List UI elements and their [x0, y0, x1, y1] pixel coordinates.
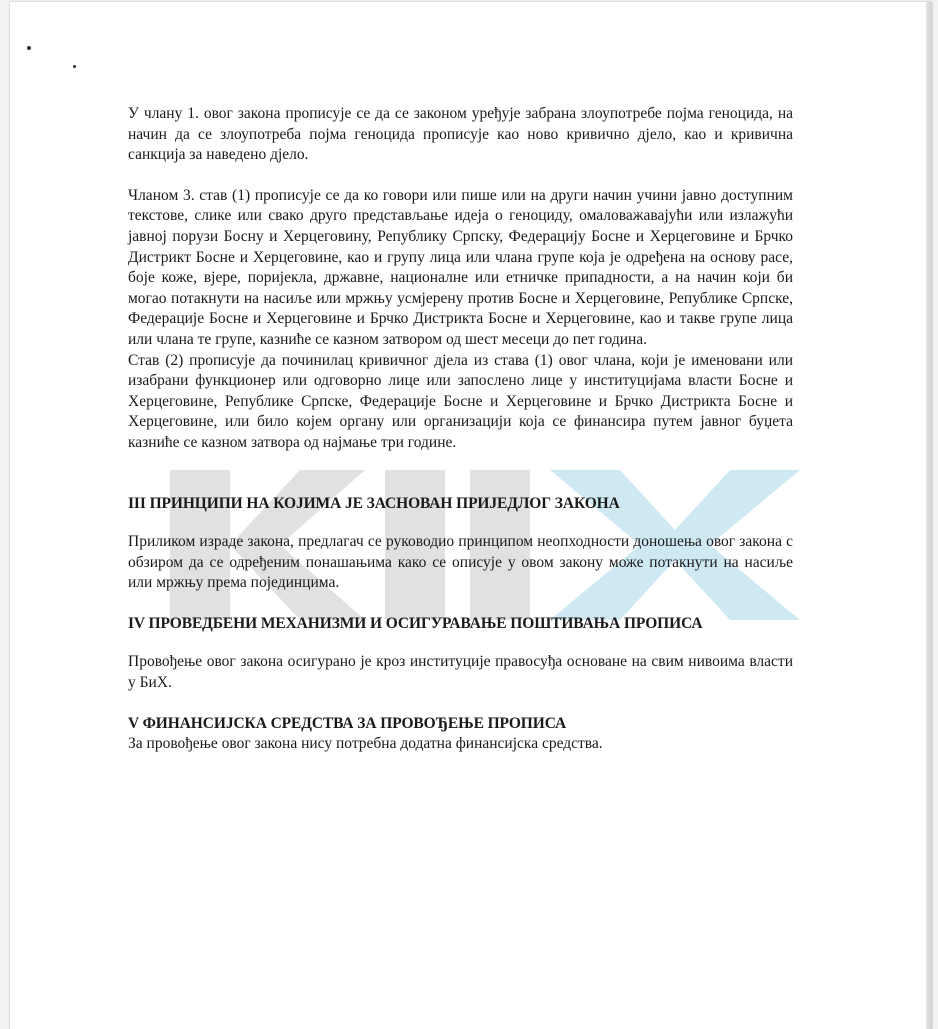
- heading-principles: III ПРИНЦИПИ НА КОЈИМА ЈЕ ЗАСНОВАН ПРИЈЕДЛОГ ЗАКОНА: [128, 494, 620, 512]
- paragraph-financial: За провођење овог закона нису потребна додатна финансијска средства.: [128, 735, 603, 753]
- scan-speck: [27, 46, 31, 50]
- paragraph-principles: Приликом израде закона, предлагач се руководио принципом неопходности доношења овог закона с обзиром да се одређеним понашањима како се описује у овом закону може потакнути на насиље или мржњу према појединцима.: [128, 533, 793, 592]
- page-edge: [926, 2, 932, 1029]
- heading-implementation: IV ПРОВЕДБЕНИ МЕХАНИЗМИ И ОСИГУРАВАЊЕ ПОШТИВАЊА ПРОПИСА: [128, 614, 703, 632]
- document-body: [128, 104, 793, 755]
- paragraph-article-3-para-2: Став (2) прописује да починилац кривичног дјела из става (1) овог члана, који је именовани или изабрани функционер или одговорно лице или запослено лице у институцијама власти Босне и Херцеговине, Републике Српске, Федерације Босне и Херцеговине и Брчко Дистрикта Босне и Херцеговине, или било којем органу или организацији која се финансира путем јавног буџета казниће се казном затвора од најмање три године.: [128, 351, 793, 451]
- scan-speck: [73, 65, 76, 68]
- paragraph-article-1: У члану 1. овог закона прописује се да се законом уређује забрана злоупотребе појма геноцида, на начин да се злоупотреба појма геноцида прописује као ново кривично дјело, као и кривична санкција за наведено дјело.: [128, 105, 793, 164]
- heading-financial: V ФИНАНСИЈСКА СРЕДСТВА ЗА ПРОВОЂЕЊЕ ПРОПИСА: [128, 714, 567, 732]
- paragraph-implementation: Провођење овог закона осигурано је кроз институције правосуђа основане на свим нивоима власти у БиХ.: [128, 653, 793, 692]
- paragraph-article-3-para-1: Чланом 3. став (1) прописује се да ко говори или пише или на други начин учини јавно доступним текстове, слике или свако друго представљање идеја о геноциду, омаловажавајући или излажући јавној порузи Босну и Херцеговину, Републику Српску, Федерацију Босне и Херцеговине и Брчко Дистрикт Босне и Херцеговине, као и групу лица или члана групе која је одређена на основу расе, боје коже, вјере, поријекла, државне, националне или етничке припадности, а на начин који би могао потакнути на насиље или мржњу усмјерену против Босне и Херцеговине, Републике Српске, Федерације Босне и Херцеговине и Брчко Дистрикта Босне и Херцеговине, као и такве групе лица или члана те групе, казниће се казном затвором од шест месеци до пет година.: [128, 186, 793, 348]
